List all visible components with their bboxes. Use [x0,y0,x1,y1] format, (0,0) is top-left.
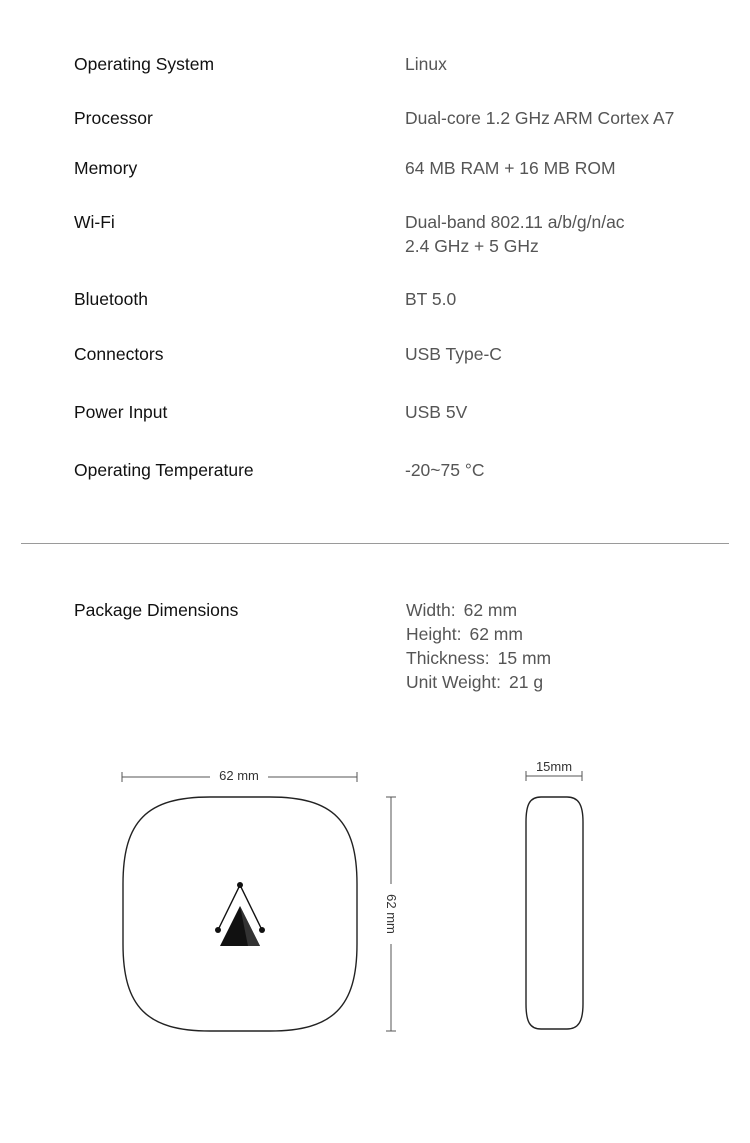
spec-value-line: 64 MB RAM + 16 MB ROM [405,158,616,178]
spec-value [405,342,750,366]
spec-label: Bluetooth [74,289,148,309]
dim-name: Height [406,624,457,644]
dim-sep: : [450,600,456,620]
dim-sep: : [496,672,502,692]
package-height-line [406,622,750,646]
spec-label: Memory [74,158,138,178]
front-height-label: 62 mm [384,894,399,934]
dim-name: Unit Weight [406,672,497,692]
spec-value [405,106,750,130]
dim-name: Width [406,600,451,620]
spec-value-line: Dual-core 1.2 GHz ARM Cortex A7 [405,108,675,128]
side-thickness-label: 15mm [535,759,573,774]
spec-value-line: USB Type-C [405,344,502,364]
dim-sep: : [484,648,490,668]
spec-value-line: BT 5.0 [405,289,457,309]
section-divider [21,543,729,544]
dim-value: 62 mm [469,624,523,644]
dim-name: Thickness [406,648,485,668]
dim-value: 21 g [509,672,544,692]
spec-value-line: -20~75 °C [405,460,485,480]
package-weight-line [406,670,750,694]
package-thickness-line [406,646,750,670]
spec-value-line: 2.4 GHz + 5 GHz [405,236,539,256]
spec-value-line: USB 5V [405,402,468,422]
spec-value [405,400,750,424]
package-label: Package Dimensions [74,600,239,620]
dim-value: 15 mm [497,648,552,668]
spec-value-line: Dual-band 802.11 a/b/g/n/ac [405,212,625,232]
spec-value [405,156,750,180]
spec-label: Connectors [74,344,164,364]
spec-value [405,458,750,482]
dim-value: 62 mm [463,600,518,620]
spec-label: Processor [74,108,153,128]
spec-label: Wi-Fi [74,212,115,232]
dim-sep: : [456,624,462,644]
spec-value [405,287,750,311]
spec-label: Operating Temperature [74,460,254,480]
triangle-logo-icon [215,882,265,946]
package-width-line [406,598,750,622]
package-values [406,598,750,694]
dimension-diagram [0,740,750,1060]
spec-label: Power Input [74,402,168,422]
spec-label: Operating System [74,54,215,74]
spec-value [405,52,750,76]
spec-value [405,210,750,258]
spec-value-line: Linux [405,54,447,74]
device-side-outline [526,797,583,1029]
front-width-label: 62 mm [219,768,259,783]
